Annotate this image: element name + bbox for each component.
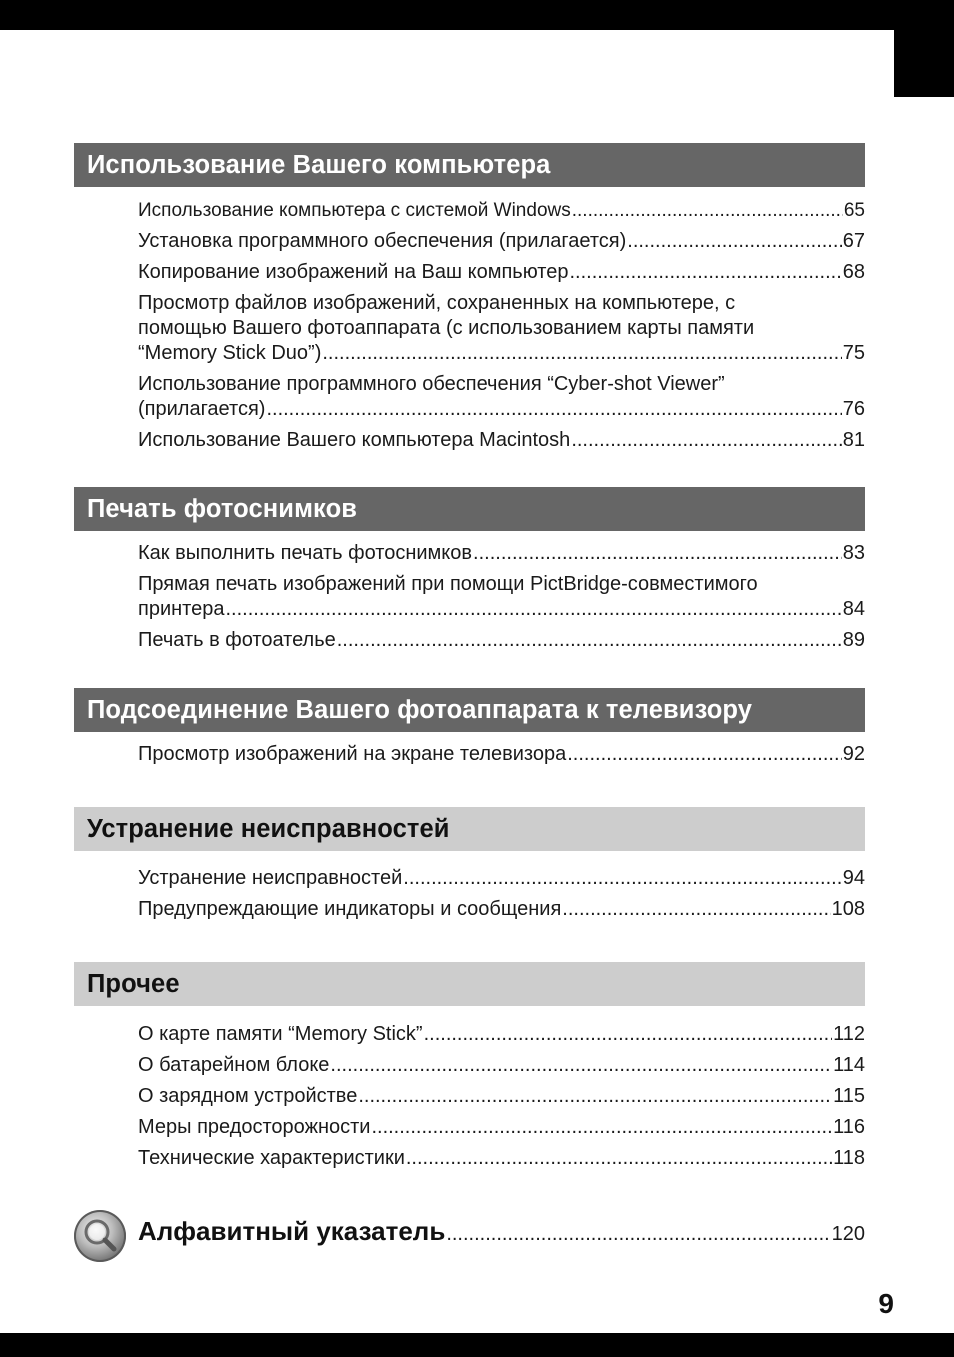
- toc-entry[interactable]: [138, 742, 865, 767]
- dot-leader: [473, 541, 842, 566]
- toc-line: [138, 597, 865, 622]
- toc-entry-text: Печать в фотоателье: [138, 629, 336, 651]
- toc-entry[interactable]: [138, 372, 865, 422]
- toc-entry[interactable]: [138, 572, 865, 622]
- toc-entry-text: помощью Вашего фотоаппарата (с использованием карты памяти: [138, 317, 755, 339]
- toc-list: [138, 541, 865, 659]
- toc-line: [138, 1146, 865, 1171]
- toc-line: [138, 541, 865, 566]
- dot-leader: [446, 1223, 830, 1246]
- dot-leader: [569, 260, 841, 285]
- dot-leader: [225, 597, 841, 622]
- toc-line: [138, 897, 865, 922]
- section-header: Устранение неисправностей: [74, 807, 865, 851]
- toc-page-number: 75: [842, 342, 865, 364]
- toc-page-number: 115: [833, 1085, 865, 1107]
- index-line: [138, 1216, 865, 1247]
- toc-line: [138, 260, 865, 285]
- toc-entry[interactable]: [138, 1115, 865, 1140]
- toc-line: [138, 1115, 865, 1140]
- toc-line: [138, 397, 865, 422]
- toc-page-number: 89: [842, 629, 865, 651]
- dot-leader: [562, 897, 830, 922]
- section-header: Подсоединение Вашего фотоаппарата к телевизору: [74, 688, 865, 732]
- page-number: 9: [878, 1288, 894, 1319]
- toc-list: [138, 742, 865, 773]
- toc-entry[interactable]: [138, 866, 865, 891]
- index-entry[interactable]: [74, 1208, 865, 1264]
- dot-leader: [627, 229, 841, 254]
- toc-page-number: 67: [842, 230, 865, 252]
- toc-line: [138, 1022, 865, 1047]
- toc-entry[interactable]: [138, 198, 865, 223]
- index-page-number: 120: [831, 1223, 865, 1245]
- toc-entry[interactable]: [138, 1022, 865, 1047]
- toc-entry[interactable]: [138, 897, 865, 922]
- top-black-bar: [0, 0, 954, 30]
- toc-entry-text: “Memory Stick Duo”): [138, 342, 322, 364]
- toc-entry[interactable]: [138, 1053, 865, 1078]
- toc-entry-text: Прямая печать изображений при помощи PictBridge-совместимого: [138, 573, 758, 595]
- toc-page-number: 65: [843, 200, 865, 221]
- toc-entry[interactable]: [138, 628, 865, 653]
- dot-leader: [266, 397, 841, 422]
- toc-line: [138, 866, 865, 891]
- toc-entry-text: Использование компьютера с системой Windows: [138, 200, 571, 221]
- toc-page-number: 114: [833, 1054, 865, 1076]
- toc-entry[interactable]: [138, 1084, 865, 1109]
- dot-leader: [371, 1115, 832, 1140]
- toc-line: [138, 341, 865, 366]
- dot-leader: [322, 341, 841, 366]
- bottom-black-bar: [0, 1333, 954, 1357]
- index-title: Алфавитный указатель: [138, 1216, 446, 1246]
- toc-entry-text: Просмотр изображений на экране телевизора: [138, 743, 567, 765]
- chapter-tab: [894, 30, 954, 97]
- toc-entry[interactable]: [138, 541, 865, 566]
- toc-entry-text: Использование Вашего компьютера Macintosh: [138, 429, 571, 451]
- toc-page-number: 68: [842, 261, 865, 283]
- dot-leader: [572, 198, 843, 223]
- toc-line: [138, 229, 865, 254]
- toc-list: [138, 198, 865, 459]
- magnifier-icon: [74, 1210, 126, 1262]
- toc-page-number: 81: [842, 429, 865, 451]
- toc-page-number: 118: [833, 1147, 865, 1169]
- dot-leader: [406, 1146, 832, 1171]
- toc-page-number: 76: [842, 398, 865, 420]
- toc-entry-text: Установка программного обеспечения (прилагается): [138, 230, 627, 252]
- toc-entry-text: Меры предосторожности: [138, 1116, 371, 1138]
- toc-line: [138, 198, 865, 223]
- section-header: Прочее: [74, 962, 865, 1006]
- toc-page-number: 112: [833, 1023, 865, 1045]
- toc-line: [138, 628, 865, 653]
- toc-line: [138, 428, 865, 453]
- toc-entry-text: Как выполнить печать фотоснимков: [138, 542, 473, 564]
- toc-entry-text: Устранение неисправностей: [138, 867, 403, 889]
- toc-entry[interactable]: [138, 229, 865, 254]
- dot-leader: [571, 428, 841, 453]
- toc-page-number: 116: [833, 1116, 865, 1138]
- toc-line: [138, 1084, 865, 1109]
- toc-list: [138, 1022, 865, 1177]
- toc-entry[interactable]: [138, 1146, 865, 1171]
- dot-leader: [424, 1022, 833, 1047]
- dot-leader: [567, 742, 842, 767]
- toc-entry-text: принтера: [138, 598, 225, 620]
- toc-entry[interactable]: [138, 291, 865, 366]
- section-header: Использование Вашего компьютера: [74, 143, 865, 187]
- toc-entry[interactable]: [138, 260, 865, 285]
- toc-entry-text: Технические характеристики: [138, 1147, 405, 1169]
- dot-leader: [330, 1053, 832, 1078]
- toc-page-number: 84: [842, 598, 865, 620]
- toc-page-number: 94: [842, 867, 865, 889]
- toc-entry-text: Просмотр файлов изображений, сохраненных на компьютере, с: [138, 292, 736, 314]
- toc-page-number: 108: [831, 898, 865, 920]
- dot-leader: [337, 628, 842, 653]
- toc-entry-text: О карте памяти “Memory Stick”: [138, 1023, 423, 1045]
- section-header: Печать фотоснимков: [74, 487, 865, 531]
- toc-page-number: 92: [842, 743, 865, 765]
- toc-entry-text: О батарейном блоке: [138, 1054, 330, 1076]
- toc-entry-text: Копирование изображений на Ваш компьютер: [138, 261, 569, 283]
- toc-list: [138, 866, 865, 928]
- toc-entry-text: (прилагается): [138, 398, 266, 420]
- dot-leader: [403, 866, 841, 891]
- toc-entry-text: Предупреждающие индикаторы и сообщения: [138, 898, 562, 920]
- toc-entry-text: Использование программного обеспечения “Cyber-shot Viewer”: [138, 373, 725, 395]
- toc-entry[interactable]: [138, 428, 865, 453]
- toc-entry-text: О зарядном устройстве: [138, 1085, 358, 1107]
- toc-line: [138, 742, 865, 767]
- dot-leader: [358, 1084, 832, 1109]
- toc-page-number: 83: [842, 542, 865, 564]
- toc-line: [138, 1053, 865, 1078]
